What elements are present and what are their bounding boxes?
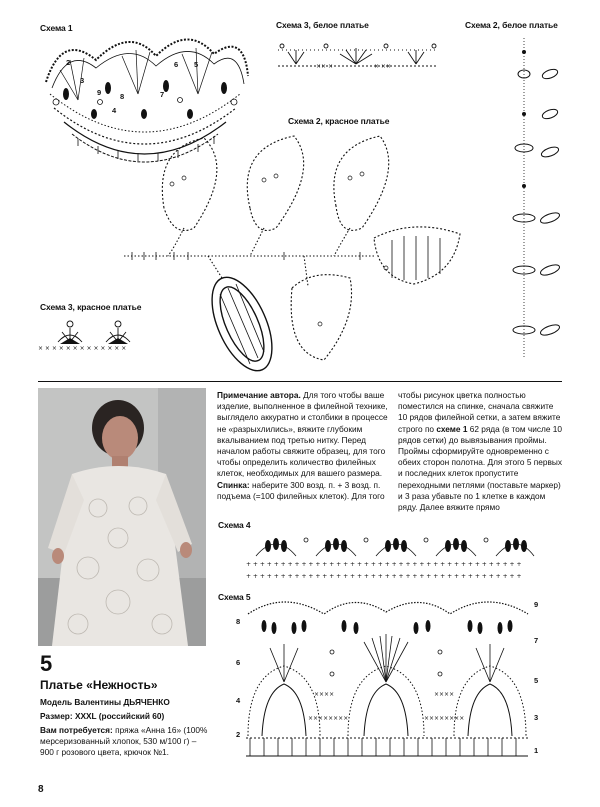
s5-row-label-left: 2 xyxy=(236,730,241,739)
note-column-2 xyxy=(398,390,562,513)
s5-row-label-right: 3 xyxy=(534,713,539,722)
schema-2-white-title: Схема 2, белое платье xyxy=(465,20,558,30)
materials-value: пряжа «Анна 16» (100% мерсеризованный хлопок, 530 м/100 г) – 900 г розового цвета, крючок №1. xyxy=(40,725,208,757)
s1-row-label: 2 xyxy=(66,58,71,67)
s1-row-label: 5 xyxy=(194,60,199,69)
svg-text:××××: ×××× xyxy=(434,691,455,698)
svg-text:××××: ×××× xyxy=(314,691,335,698)
schema-4-title: Схема 4 xyxy=(218,520,251,530)
back-text: наберите 300 возд. п. + 3 возд. п. подъема (=100 филейных клеток). Для того xyxy=(217,479,385,501)
schema-3-white-title: Схема 3, белое платье xyxy=(276,20,369,30)
schema-2-white-diagram xyxy=(498,38,568,358)
schema-5-title: Схема 5 xyxy=(218,592,251,602)
schema-2-red-diagram xyxy=(124,128,472,378)
size-label: Размер: xyxy=(40,711,73,721)
model-author xyxy=(40,697,210,708)
s1-row-label: 7 xyxy=(160,90,165,99)
svg-text:××××××××: ×××××××× xyxy=(308,715,349,722)
note-column-1 xyxy=(217,390,392,502)
s5-row-label-left: 6 xyxy=(236,658,241,667)
project-title: Платье «Нежность» xyxy=(40,678,158,692)
col2-text-a: чтобы рисунок цветка полностью поместился на спинке, сначала свяжите 10 рядов филейной сетки, а затем вяжите строго по xyxy=(398,390,561,434)
materials-text xyxy=(40,725,208,758)
section-divider xyxy=(38,381,562,382)
s5-row-label-right: 1 xyxy=(534,746,539,755)
back-label: Спинка: xyxy=(217,479,250,490)
svg-text:+ + + + + + + + + + + + + + +: + + + + + + + + + + + + + + + + + + + + + + + + + + + + + + + + + + + + + + + + xyxy=(246,561,522,568)
schema-2-red-title: Схема 2, красное платье xyxy=(288,116,390,126)
s1-row-label: 9 xyxy=(97,88,102,97)
schema-3-red-title: Схема 3, красное платье xyxy=(40,302,142,312)
svg-text:×× ×: ×× × xyxy=(316,63,333,70)
materials-label: Вам потребуется: xyxy=(40,725,113,735)
svg-text:××××××××: ×××××××× xyxy=(424,715,465,722)
s5-row-label-left: 4 xyxy=(236,696,241,705)
size-line xyxy=(40,711,210,722)
schema-4-diagram xyxy=(246,530,536,582)
col2-scheme-ref: схеме 1 xyxy=(436,423,468,434)
svg-text:× × × × × × × × × ×: × × × × × × × × × × × × × xyxy=(38,345,127,352)
s1-row-label: 4 xyxy=(112,106,117,115)
note-text: Для того чтобы ваше изделие, выполненное в филейной технике, выглядело аккуратно и столбики в процессе не «разрыхлились», вяжите глубоким вкалыванием под третью нитку. Перед началом работы свяжите образец, для того чтобы определить количество филейных клеток, необходимых для вашего размера. xyxy=(217,390,388,479)
size-value: XXXL (российский 60) xyxy=(72,711,165,721)
page-number: 8 xyxy=(38,784,44,795)
schema-1-title: Схема 1 xyxy=(40,23,73,33)
svg-text:× ××: × ×× xyxy=(374,63,391,70)
note-label: Примечание автора. xyxy=(217,390,301,400)
schema-3-red-diagram xyxy=(38,318,156,358)
model-photo xyxy=(38,388,206,646)
schema-5-diagram xyxy=(244,596,530,764)
s5-row-label-right: 9 xyxy=(534,600,539,609)
s1-row-label: 6 xyxy=(174,60,179,69)
s1-row-label: 3 xyxy=(80,76,85,85)
s5-row-label-left: 8 xyxy=(236,617,241,626)
project-number: 5 xyxy=(40,651,53,676)
svg-text:+ + + + + + + + + + + + + + +: + + + + + + + + + + + + + + + + + + + + + + + + + + + + + + + + + + + + + + + + xyxy=(246,573,522,580)
col2-text-c: 62 ряда (в том числе 10 рядов сетки) до вывязывания проймы. Проймы сформируйте одновременно с обеих сторон полотна. Для этого 5 первых и последних клеток пропустите переходными петлями (поставьте маркер) и 3 раза убавьте по 1 клетке в каждом ряду. Далее вяжите прямо xyxy=(398,423,563,513)
s5-row-label-right: 7 xyxy=(534,636,539,645)
model-author-text: Модель Валентины ДЬЯЧЕНКО xyxy=(40,697,170,707)
schema-3-white-diagram xyxy=(276,40,440,72)
s1-row-label: 8 xyxy=(120,92,125,101)
s5-row-label-right: 5 xyxy=(534,676,539,685)
